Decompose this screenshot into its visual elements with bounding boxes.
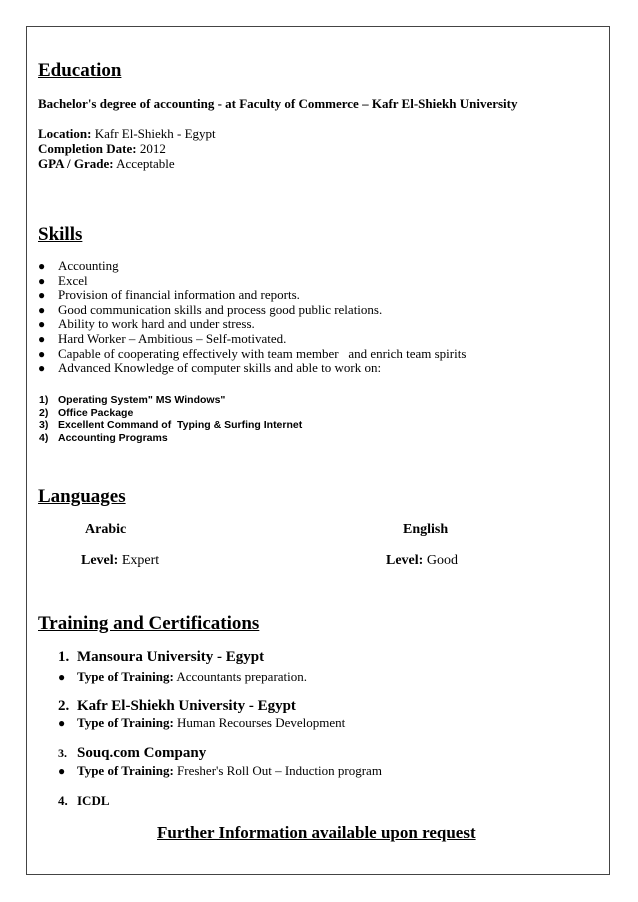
arabic-level: Level: Expert	[81, 553, 160, 568]
training-item-3: 3. Souq.com Company	[58, 745, 207, 761]
list-item: 1) Operating System" MS Windows"	[39, 394, 226, 406]
language-arabic: Arabic	[85, 522, 127, 537]
training-heading: Training and Certifications	[38, 613, 260, 634]
bullet-icon: ●	[38, 361, 46, 376]
location-value: Kafr El-Shiekh - Egypt	[94, 126, 216, 141]
training-item-2: 2. Kafr El-Shiekh University - Egypt	[58, 698, 296, 714]
list-item: ● Capable of cooperating effectively with team member and enrich team spirits	[38, 345, 467, 361]
list-item: ● Good communication skills and process good public relations.	[38, 301, 383, 317]
training-type-3: Type of Training: Fresher's Roll Out – Induction program	[77, 763, 382, 778]
bullet-icon: ●	[38, 346, 46, 361]
gpa-label: GPA / Grade:	[38, 156, 114, 171]
bullet-icon: ●	[58, 764, 66, 778]
education-gpa	[38, 156, 175, 172]
bullet-icon: ●	[38, 317, 46, 332]
list-item: ● Accounting	[38, 258, 119, 273]
list-item: ● Ability to work hard and under stress.	[38, 316, 255, 332]
list-item: 4) Accounting Programs	[39, 432, 168, 445]
computer-skills-list	[39, 394, 302, 445]
language-english: English	[403, 522, 449, 537]
skills-heading: Skills	[38, 224, 83, 245]
list-item: 3) Excellent Command of Typing & Surfing Internet	[39, 419, 303, 432]
education-heading: Education	[38, 60, 122, 81]
completion-label: Completion Date:	[38, 141, 137, 156]
training-item-4: 4. ICDL	[58, 793, 110, 808]
list-item: ● Provision of financial information and reports.	[38, 287, 300, 303]
location-label: Location:	[38, 126, 92, 141]
bullet-icon: ●	[38, 288, 46, 303]
training-type-2: Type of Training: Human Recourses Development	[77, 715, 346, 730]
list-item: 2) Office Package	[39, 406, 134, 419]
languages-heading: Languages	[38, 486, 126, 507]
education-degree: Bachelor's degree of accounting - at Faculty of Commerce – Kafr El-Shiekh University	[38, 96, 518, 111]
education-completion	[38, 141, 166, 157]
skills-list	[38, 259, 466, 376]
training-item-1: 1. Mansoura University - Egypt	[58, 649, 265, 665]
english-level: Level: Good	[386, 553, 458, 568]
education-location	[38, 126, 216, 142]
bullet-icon: ●	[38, 273, 46, 288]
list-item: ● Excel	[38, 272, 88, 288]
list-item: ● Advanced Knowledge of computer skills and able to work on:	[38, 360, 382, 376]
further-info-note: Further Information available upon request	[157, 823, 476, 842]
bullet-icon: ●	[38, 302, 46, 317]
bullet-icon: ●	[58, 716, 66, 730]
gpa-value: Acceptable	[116, 156, 175, 171]
bullet-icon: ●	[38, 331, 46, 346]
bullet-icon: ●	[38, 259, 46, 273]
completion-value: 2012	[139, 141, 166, 156]
list-item: ● Hard Worker – Ambitious – Self-motivated.	[38, 330, 287, 346]
bullet-icon: ●	[58, 670, 66, 684]
training-type-1: Type of Training: Accountants preparation.	[77, 669, 308, 684]
